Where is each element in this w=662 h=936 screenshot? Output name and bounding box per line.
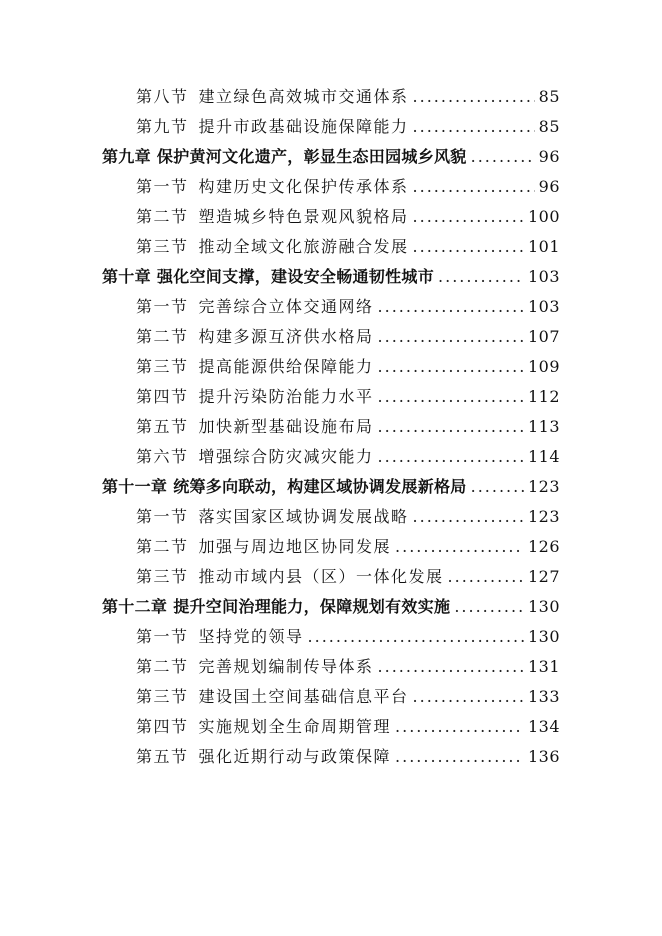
section-number: 第二节: [136, 207, 189, 226]
toc-chapter-row[interactable]: [0, 472, 662, 502]
section-title: 推动市域内县（区）一体化发展: [198, 567, 444, 586]
dot-leader: [413, 237, 524, 257]
chapter-title: 统筹多向联动，构建区域协调发展新格局: [173, 477, 467, 496]
section-title: 构建历史文化保护传承体系: [198, 177, 409, 196]
toc-section-row[interactable]: [0, 712, 662, 742]
page-number: 134: [527, 717, 560, 736]
page-number: 136: [527, 747, 560, 766]
section-title: 建立绿色高效城市交通体系: [198, 87, 409, 106]
section-title: 塑造城乡特色景观风貌格局: [198, 207, 409, 226]
dot-leader: [413, 507, 524, 527]
page-number: 101: [527, 237, 560, 256]
toc-section-row[interactable]: [0, 202, 662, 232]
page-number: 114: [527, 447, 560, 466]
toc-section-row[interactable]: [0, 232, 662, 262]
dot-leader: [378, 387, 524, 407]
dot-leader: [395, 747, 524, 767]
section-number: 第五节: [136, 747, 189, 766]
toc-section-row[interactable]: [0, 532, 662, 562]
section-title: 加快新型基础设施布局: [198, 417, 374, 436]
section-title: 构建多源互济供水格局: [198, 327, 374, 346]
toc-chapter-row[interactable]: [0, 142, 662, 172]
page-number: 113: [527, 417, 560, 436]
toc-section-row[interactable]: [0, 742, 662, 772]
section-title: 坚持党的领导: [198, 627, 304, 646]
section-number: 第三节: [136, 357, 189, 376]
page-number: 103: [527, 267, 560, 286]
chapter-number: 第十二章: [102, 597, 168, 616]
toc-section-row[interactable]: [0, 352, 662, 382]
section-number: 第四节: [136, 387, 189, 406]
page-number: 107: [527, 327, 560, 346]
section-title: 推动全域文化旅游融合发展: [198, 237, 409, 256]
dot-leader: [395, 537, 524, 557]
toc-section-row[interactable]: [0, 382, 662, 412]
toc-section-row[interactable]: [0, 322, 662, 352]
page-number: 85: [538, 117, 560, 136]
toc-section-row[interactable]: [0, 442, 662, 472]
section-title: 建设国土空间基础信息平台: [198, 687, 409, 706]
dot-leader: [448, 567, 524, 587]
section-number: 第二节: [136, 537, 189, 556]
page-number: 103: [527, 297, 560, 316]
table-of-contents: [0, 82, 662, 772]
dot-leader: [378, 657, 524, 677]
page-number: 123: [527, 507, 560, 526]
dot-leader: [471, 477, 524, 497]
section-title: 实施规划全生命周期管理: [198, 717, 392, 736]
toc-section-row[interactable]: [0, 412, 662, 442]
toc-section-row[interactable]: [0, 112, 662, 142]
section-number: 第九节: [136, 117, 189, 136]
section-number: 第一节: [136, 177, 189, 196]
page-number: 131: [527, 657, 560, 676]
section-number: 第二节: [136, 327, 189, 346]
section-number: 第八节: [136, 87, 189, 106]
section-title: 落实国家区域协调发展战略: [198, 507, 409, 526]
toc-section-row[interactable]: [0, 82, 662, 112]
section-number: 第一节: [136, 297, 189, 316]
toc-section-row[interactable]: [0, 502, 662, 532]
toc-section-row[interactable]: [0, 622, 662, 652]
page-number: 112: [527, 387, 560, 406]
dot-leader: [395, 717, 524, 737]
section-title: 完善综合立体交通网络: [198, 297, 374, 316]
section-number: 第一节: [136, 627, 189, 646]
dot-leader: [378, 447, 524, 467]
dot-leader: [308, 627, 524, 647]
chapter-title: 保护黄河文化遗产，彰显生态田园城乡风貌: [156, 147, 467, 166]
page-number: 130: [527, 597, 560, 616]
section-number: 第四节: [136, 717, 189, 736]
dot-leader: [413, 207, 524, 227]
dot-leader: [378, 327, 524, 347]
page-number: 96: [538, 177, 560, 196]
toc-section-row[interactable]: [0, 292, 662, 322]
page-number: 100: [527, 207, 560, 226]
dot-leader: [471, 147, 535, 167]
section-number: 第三节: [136, 237, 189, 256]
section-number: 第六节: [136, 447, 189, 466]
toc-section-row[interactable]: [0, 562, 662, 592]
chapter-number: 第十章: [102, 267, 151, 286]
toc-section-row[interactable]: [0, 172, 662, 202]
section-title: 完善规划编制传导体系: [198, 657, 374, 676]
toc-chapter-row[interactable]: [0, 592, 662, 622]
section-title: 强化近期行动与政策保障: [198, 747, 392, 766]
page-number: 133: [527, 687, 560, 706]
page-number: 96: [538, 147, 560, 166]
page-number: 126: [527, 537, 560, 556]
chapter-number: 第十一章: [102, 477, 168, 496]
section-number: 第五节: [136, 417, 189, 436]
dot-leader: [378, 357, 524, 377]
section-title: 提升污染防治能力水平: [198, 387, 374, 406]
section-title: 提高能源供给保障能力: [198, 357, 374, 376]
section-number: 第三节: [136, 687, 189, 706]
page-number: 130: [527, 627, 560, 646]
dot-leader: [413, 87, 535, 107]
page-number: 123: [527, 477, 560, 496]
dot-leader: [438, 267, 524, 287]
toc-section-row[interactable]: [0, 682, 662, 712]
dot-leader: [378, 297, 524, 317]
page-number: 127: [527, 567, 560, 586]
chapter-number: 第九章: [102, 147, 151, 166]
section-number: 第三节: [136, 567, 189, 586]
section-title: 加强与周边地区协同发展: [198, 537, 392, 556]
dot-leader: [378, 417, 524, 437]
dot-leader: [413, 117, 535, 137]
section-title: 提升市政基础设施保障能力: [198, 117, 409, 136]
dot-leader: [454, 597, 524, 617]
toc-chapter-row[interactable]: [0, 262, 662, 292]
dot-leader: [413, 177, 535, 197]
section-title: 增强综合防灾减灾能力: [198, 447, 374, 466]
section-number: 第二节: [136, 657, 189, 676]
toc-section-row[interactable]: [0, 652, 662, 682]
section-number: 第一节: [136, 507, 189, 526]
chapter-title: 提升空间治理能力，保障规划有效实施: [173, 597, 451, 616]
dot-leader: [413, 687, 524, 707]
page-number: 109: [527, 357, 560, 376]
chapter-title: 强化空间支撑，建设安全畅通韧性城市: [156, 267, 435, 286]
page-number: 85: [538, 87, 560, 106]
